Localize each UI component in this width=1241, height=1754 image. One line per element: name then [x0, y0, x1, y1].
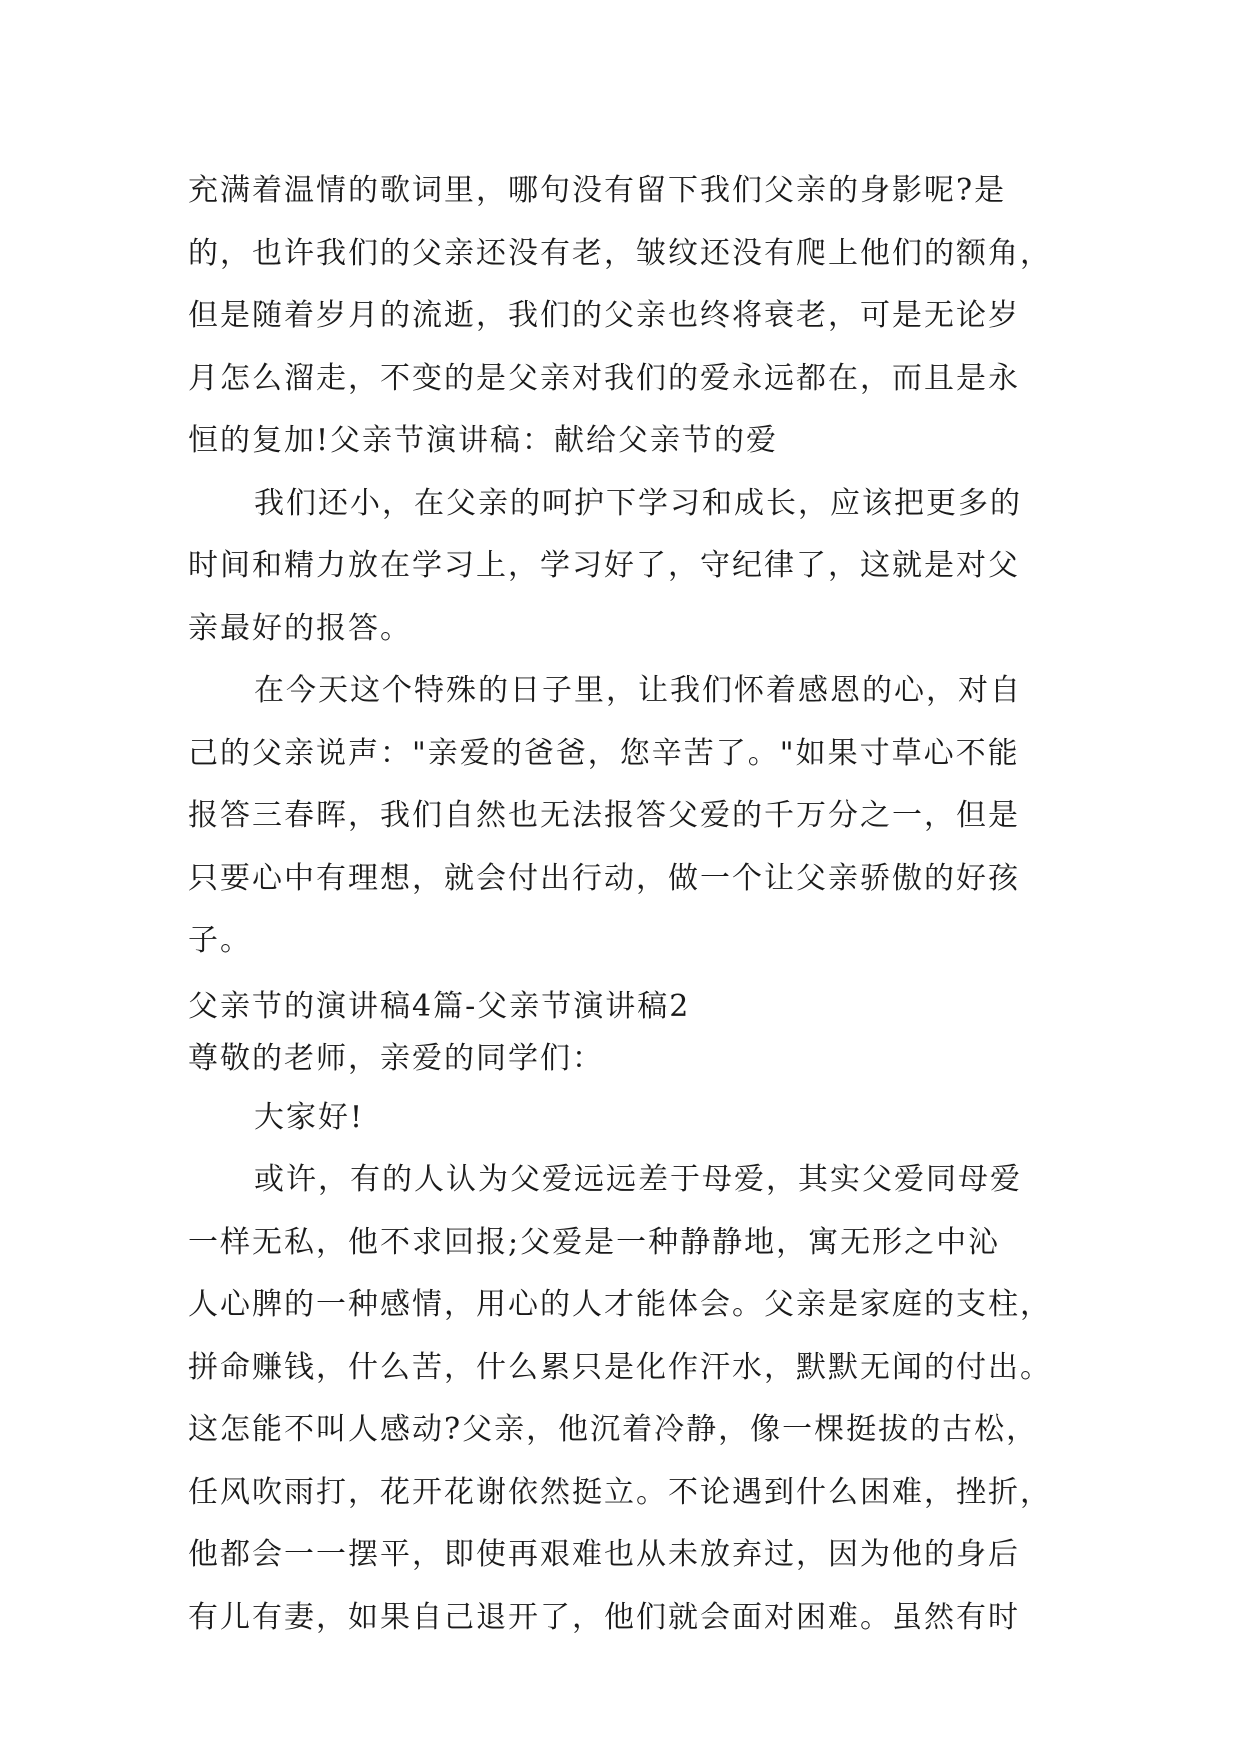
text-line: 任风吹雨打，花开花谢依然挺立。不论遇到什么困难，挫折，	[188, 1474, 1052, 1510]
text-line: 报答三春晖，我们自然也无法报答父爱的千万分之一，但是	[188, 798, 1020, 833]
text-line: 这怎能不叫人感动?父亲，他沉着冷静，像一棵挺拔的古松，	[188, 1412, 1039, 1447]
text-line: 拼命赚钱，什么苦，什么累只是化作汗水，默默无闻的付出。	[188, 1349, 1052, 1385]
text-line: 恒的复加!父亲节演讲稿：献给父亲节的爱	[188, 423, 779, 458]
text-line: 他都会一一摆平，即使再艰难也从未放弃过，因为他的身后	[188, 1537, 1020, 1572]
text-line: 充满着温情的歌词里，哪句没有留下我们父亲的身影呢?是	[188, 173, 1007, 208]
greeting-line: 大家好!	[254, 1099, 365, 1135]
text-line: 月怎么溜走，不变的是父亲对我们的爱永远都在，而且是永	[188, 360, 1020, 396]
text-line: 只要心中有理想，就会付出行动，做一个让父亲骄傲的好孩	[188, 860, 1020, 896]
text-line: 一样无私，他不求回报;父爱是一种静静地，寓无形之中沁	[188, 1224, 1001, 1260]
text-line: 但是随着岁月的流逝，我们的父亲也终将衰老，可是无论岁	[188, 298, 1020, 333]
document-body	[188, 160, 1068, 1649]
text-line: 子。	[188, 923, 252, 958]
text-line: 有儿有妻，如果自己退开了，他们就会面对困难。虽然有时	[188, 1599, 1020, 1635]
section-heading: 父亲节的演讲稿4篇-父亲节演讲稿2	[188, 988, 691, 1024]
text-line: 己的父亲说声："亲爱的爸爸，您辛苦了。"如果寸草心不能	[188, 735, 1020, 771]
salutation: 尊敬的老师，亲爱的同学们：	[188, 1040, 604, 1076]
paragraph-first-line: 或许，有的人认为父爱远远差于母爱，其实父爱同母爱	[254, 1162, 1022, 1197]
text-line: 亲最好的报答。	[188, 610, 412, 646]
text-line: 人心脾的一种感情，用心的人才能体会。父亲是家庭的支柱，	[188, 1287, 1052, 1322]
paragraph-first-line: 在今天这个特殊的日子里，让我们怀着感恩的心，对自	[254, 673, 1022, 708]
paragraph-first-line: 我们还小，在父亲的呵护下学习和成长，应该把更多的	[254, 485, 1022, 521]
text-line: 时间和精力放在学习上，学习好了，守纪律了，这就是对父	[188, 548, 1020, 583]
text-line: 的，也许我们的父亲还没有老，皱纹还没有爬上他们的额角，	[188, 235, 1052, 271]
